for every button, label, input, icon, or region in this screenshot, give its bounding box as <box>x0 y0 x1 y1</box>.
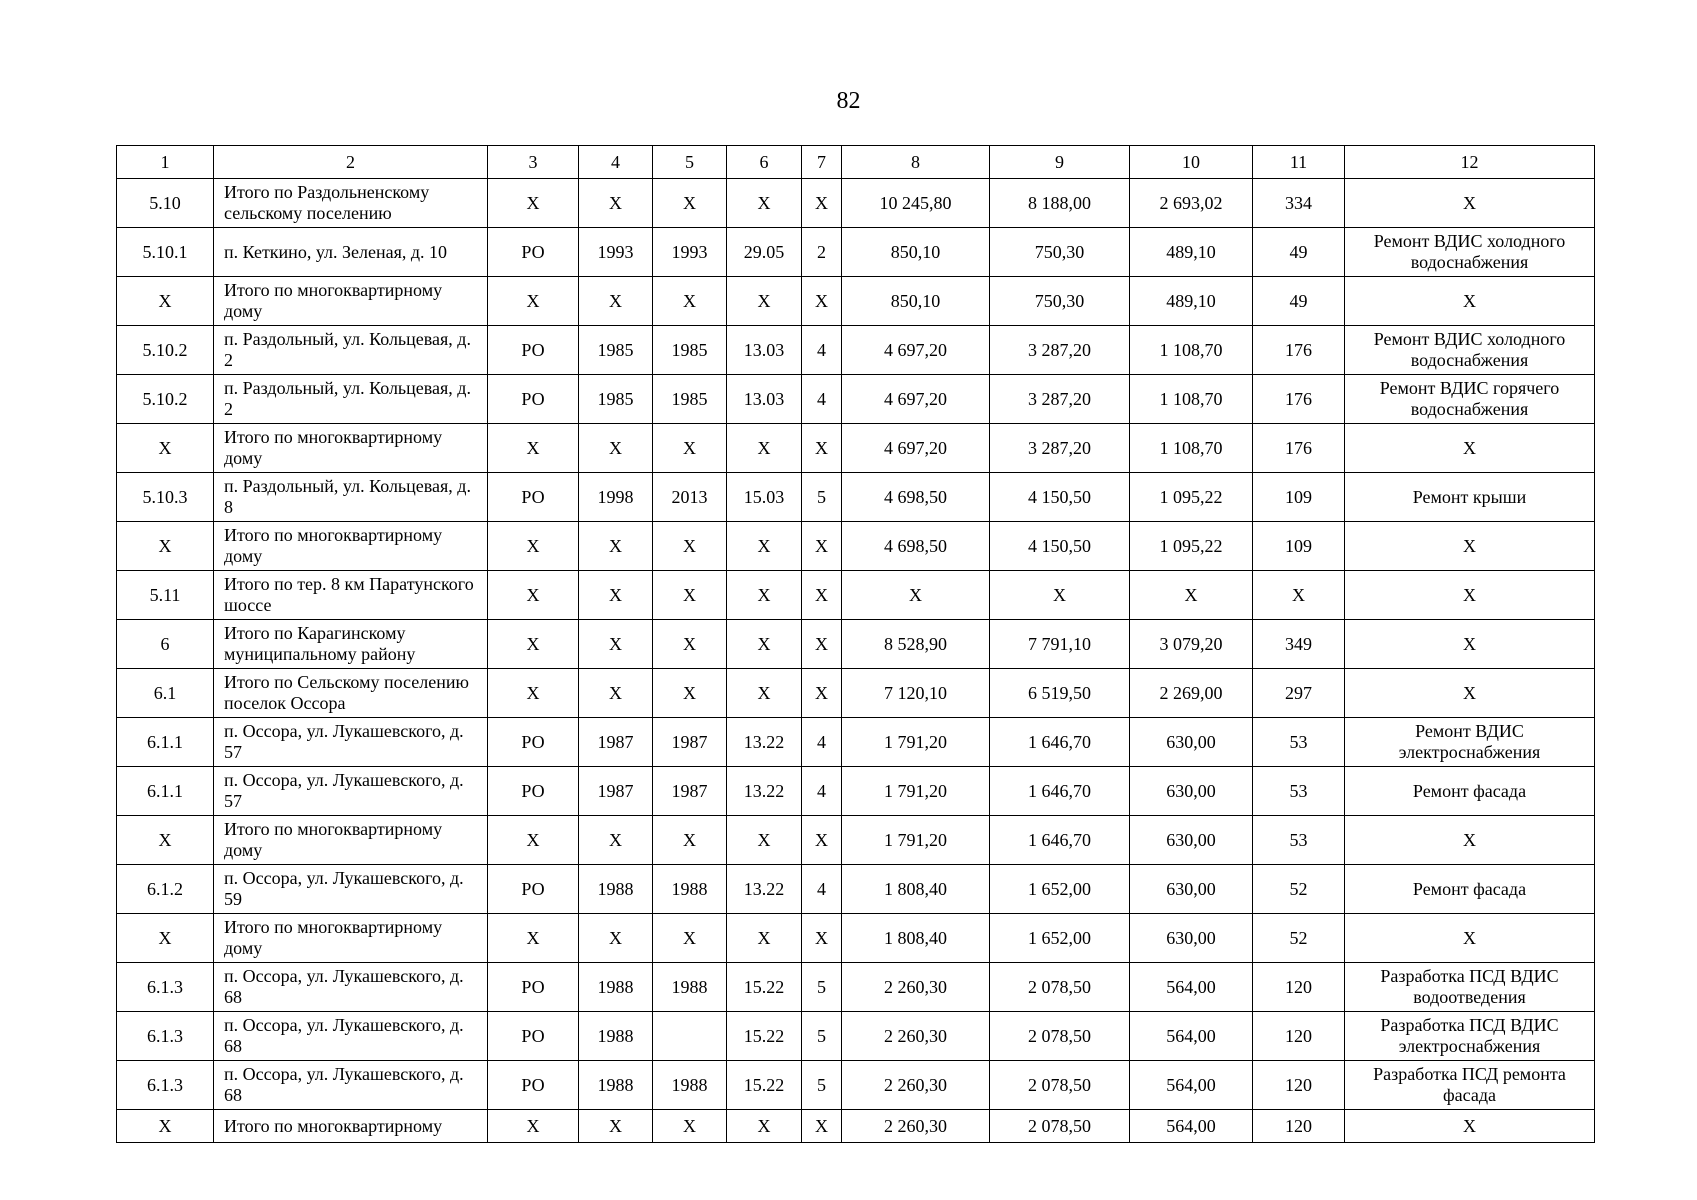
table-cell-col-1-number: 5.10.2 <box>117 375 214 424</box>
table-cell-col-8: 4 698,50 <box>842 473 990 522</box>
table-cell-col-7: 4 <box>802 326 842 375</box>
table-cell-col-7: Х <box>802 1110 842 1143</box>
table-cell-col-6: 13.22 <box>727 718 802 767</box>
table-cell-col-6: Х <box>727 571 802 620</box>
table-cell-col-10: 630,00 <box>1130 767 1253 816</box>
table-cell-col-1-number: Х <box>117 1110 214 1143</box>
table-cell-col-7: Х <box>802 277 842 326</box>
table-cell-col-3: Х <box>488 424 579 473</box>
table-cell-col-2-address: Итого по тер. 8 км Паратунского шоссе <box>214 571 488 620</box>
table-row <box>117 277 1595 326</box>
data-table <box>116 145 1595 1143</box>
table-cell-col-4: 1985 <box>579 375 653 424</box>
table-row <box>117 718 1595 767</box>
table-cell-col-6: Х <box>727 1110 802 1143</box>
table-cell-col-5: Х <box>653 424 727 473</box>
table-cell-col-5: Х <box>653 816 727 865</box>
table-cell-col-10: 3 079,20 <box>1130 620 1253 669</box>
table-cell-col-8: 7 120,10 <box>842 669 990 718</box>
table-cell-col-1-number: 5.10.2 <box>117 326 214 375</box>
table-cell-col-11: 52 <box>1253 914 1345 963</box>
table-cell-col-1-number: Х <box>117 816 214 865</box>
table-cell-col-10: 1 108,70 <box>1130 326 1253 375</box>
table-cell-col-10: 1 108,70 <box>1130 424 1253 473</box>
table-cell-col-2-address: п. Раздольный, ул. Кольцевая, д. 8 <box>214 473 488 522</box>
table-cell-col-12-work-type: Разработка ПСД ВДИС водоотведения <box>1345 963 1595 1012</box>
table-cell-col-12-work-type: Х <box>1345 914 1595 963</box>
table-cell-col-11: 49 <box>1253 228 1345 277</box>
table-cell-col-4: Х <box>579 179 653 228</box>
table-cell-col-11: 120 <box>1253 963 1345 1012</box>
table-cell-col-6: Х <box>727 816 802 865</box>
table-cell-col-2-address: п. Оссора, ул. Лукашевского, д. 57 <box>214 718 488 767</box>
table-cell-col-6: 13.22 <box>727 865 802 914</box>
table-cell-col-9: 2 078,50 <box>990 1110 1130 1143</box>
table-cell-col-12-work-type: Ремонт фасада <box>1345 865 1595 914</box>
table-cell-col-6: Х <box>727 669 802 718</box>
table-cell-col-9: 1 646,70 <box>990 718 1130 767</box>
table-cell-col-3: РО <box>488 865 579 914</box>
table-cell-col-12-work-type: Разработка ПСД ВДИС электроснабжения <box>1345 1012 1595 1061</box>
table-cell-col-2-address: Итого по многоквартирному дому <box>214 816 488 865</box>
table-cell-col-4: 1988 <box>579 963 653 1012</box>
table-cell-col-5: Х <box>653 179 727 228</box>
table-cell-col-10: 1 108,70 <box>1130 375 1253 424</box>
table-cell-col-1-number: Х <box>117 522 214 571</box>
header-cell-col-4: 4 <box>579 146 653 179</box>
header-cell-col-10: 10 <box>1130 146 1253 179</box>
table-cell-col-7: Х <box>802 669 842 718</box>
table-row <box>117 1110 1595 1143</box>
table-cell-col-11: 120 <box>1253 1012 1345 1061</box>
table-cell-col-8: 1 791,20 <box>842 767 990 816</box>
table-cell-col-9: 6 519,50 <box>990 669 1130 718</box>
table-cell-col-6: 13.03 <box>727 326 802 375</box>
table-cell-col-10: 630,00 <box>1130 718 1253 767</box>
table-cell-col-11: 53 <box>1253 816 1345 865</box>
table-cell-col-8: 8 528,90 <box>842 620 990 669</box>
table-cell-col-8: 4 697,20 <box>842 375 990 424</box>
table-cell-col-12-work-type: Ремонт ВДИС электроснабжения <box>1345 718 1595 767</box>
table-cell-col-10: 1 095,22 <box>1130 522 1253 571</box>
table-row <box>117 522 1595 571</box>
table-cell-col-8: 4 697,20 <box>842 424 990 473</box>
table-cell-col-7: Х <box>802 522 842 571</box>
table-cell-col-9: 2 078,50 <box>990 1061 1130 1110</box>
table-row <box>117 424 1595 473</box>
table-cell-col-4: 1985 <box>579 326 653 375</box>
table-cell-col-7: 4 <box>802 375 842 424</box>
table-row <box>117 228 1595 277</box>
table-cell-col-2-address: п. Раздольный, ул. Кольцевая, д. 2 <box>214 326 488 375</box>
table-cell-col-2-address: п. Оссора, ул. Лукашевского, д. 68 <box>214 963 488 1012</box>
table-cell-col-2-address: Итого по многоквартирному <box>214 1110 488 1143</box>
table-cell-col-12-work-type: Ремонт крыши <box>1345 473 1595 522</box>
table-cell-col-10: 489,10 <box>1130 277 1253 326</box>
table-cell-col-5: 1988 <box>653 963 727 1012</box>
table-cell-col-5: Х <box>653 914 727 963</box>
table-cell-col-9: 2 078,50 <box>990 963 1130 1012</box>
table-cell-col-2-address: Итого по Сельскому поселению поселок Оссора <box>214 669 488 718</box>
table-cell-col-4: 1987 <box>579 767 653 816</box>
table-cell-col-4: Х <box>579 424 653 473</box>
table-row <box>117 375 1595 424</box>
table-cell-col-11: 109 <box>1253 522 1345 571</box>
table-cell-col-6: Х <box>727 179 802 228</box>
table-cell-col-2-address: п. Кеткино, ул. Зеленая, д. 10 <box>214 228 488 277</box>
table-cell-col-8: 2 260,30 <box>842 1061 990 1110</box>
table-cell-col-7: Х <box>802 914 842 963</box>
table-cell-col-3: Х <box>488 179 579 228</box>
table-cell-col-3: Х <box>488 816 579 865</box>
table-cell-col-9: 1 652,00 <box>990 865 1130 914</box>
table-cell-col-4: Х <box>579 816 653 865</box>
table-cell-col-12-work-type: Ремонт фасада <box>1345 767 1595 816</box>
table-cell-col-12-work-type: Х <box>1345 571 1595 620</box>
table-cell-col-6: Х <box>727 277 802 326</box>
table-cell-col-7: 5 <box>802 963 842 1012</box>
table-cell-col-1-number: 6.1.3 <box>117 963 214 1012</box>
table-cell-col-5 <box>653 1012 727 1061</box>
page-number: 82 <box>836 88 861 114</box>
table-cell-col-10: 630,00 <box>1130 865 1253 914</box>
table-cell-col-9: 1 646,70 <box>990 767 1130 816</box>
table-cell-col-2-address: п. Оссора, ул. Лукашевского, д. 68 <box>214 1061 488 1110</box>
table-cell-col-10: 630,00 <box>1130 914 1253 963</box>
table-cell-col-4: Х <box>579 277 653 326</box>
table-cell-col-7: 5 <box>802 1061 842 1110</box>
table-cell-col-11: 52 <box>1253 865 1345 914</box>
table-cell-col-6: 13.22 <box>727 767 802 816</box>
table-cell-col-12-work-type: Х <box>1345 669 1595 718</box>
table-cell-col-3: РО <box>488 718 579 767</box>
table-row <box>117 571 1595 620</box>
table-cell-col-7: 4 <box>802 718 842 767</box>
table-cell-col-3: Х <box>488 1110 579 1143</box>
table-cell-col-6: Х <box>727 522 802 571</box>
table-cell-col-1-number: 5.10.3 <box>117 473 214 522</box>
table-row <box>117 914 1595 963</box>
table-cell-col-5: Х <box>653 522 727 571</box>
table-cell-col-3: Х <box>488 277 579 326</box>
table-cell-col-5: Х <box>653 620 727 669</box>
table-cell-col-5: 2013 <box>653 473 727 522</box>
table-row <box>117 669 1595 718</box>
table-cell-col-8: 1 791,20 <box>842 718 990 767</box>
table-cell-col-3: РО <box>488 963 579 1012</box>
table-cell-col-2-address: Итого по Карагинскому муниципальному району <box>214 620 488 669</box>
table-cell-col-11: 109 <box>1253 473 1345 522</box>
table-cell-col-11: Х <box>1253 571 1345 620</box>
table-cell-col-11: 297 <box>1253 669 1345 718</box>
table-cell-col-7: Х <box>802 571 842 620</box>
header-cell-col-6: 6 <box>727 146 802 179</box>
table-cell-col-4: Х <box>579 620 653 669</box>
table-cell-col-6: Х <box>727 424 802 473</box>
table-cell-col-6: 15.22 <box>727 1012 802 1061</box>
table-cell-col-5: 1988 <box>653 1061 727 1110</box>
table-cell-col-8: 850,10 <box>842 277 990 326</box>
table-cell-col-5: Х <box>653 1110 727 1143</box>
table-cell-col-9: Х <box>990 571 1130 620</box>
table-cell-col-6: 15.03 <box>727 473 802 522</box>
table-cell-col-8: 10 245,80 <box>842 179 990 228</box>
table-cell-col-11: 334 <box>1253 179 1345 228</box>
table-cell-col-3: Х <box>488 914 579 963</box>
table-cell-col-8: 1 808,40 <box>842 914 990 963</box>
table-row <box>117 1061 1595 1110</box>
table-cell-col-1-number: 6.1.3 <box>117 1012 214 1061</box>
table-cell-col-3: Х <box>488 571 579 620</box>
header-cell-col-7: 7 <box>802 146 842 179</box>
table-cell-col-11: 176 <box>1253 326 1345 375</box>
table-cell-col-4: 1988 <box>579 865 653 914</box>
table-cell-col-12-work-type: Х <box>1345 620 1595 669</box>
table-cell-col-4: 1987 <box>579 718 653 767</box>
table-cell-col-4: 1988 <box>579 1012 653 1061</box>
table-cell-col-10: 564,00 <box>1130 1012 1253 1061</box>
table-cell-col-4: Х <box>579 1110 653 1143</box>
table-cell-col-12-work-type: Х <box>1345 277 1595 326</box>
table-cell-col-5: 1985 <box>653 326 727 375</box>
table-cell-col-12-work-type: Х <box>1345 816 1595 865</box>
table-cell-col-3: РО <box>488 767 579 816</box>
table-cell-col-7: Х <box>802 424 842 473</box>
table-cell-col-8: 1 808,40 <box>842 865 990 914</box>
table-cell-col-2-address: Итого по многоквартирному дому <box>214 424 488 473</box>
table-cell-col-12-work-type: Х <box>1345 179 1595 228</box>
table-cell-col-10: 564,00 <box>1130 1061 1253 1110</box>
table-cell-col-6: 13.03 <box>727 375 802 424</box>
table-cell-col-2-address: п. Оссора, ул. Лукашевского, д. 59 <box>214 865 488 914</box>
header-cell-col-9: 9 <box>990 146 1130 179</box>
table-cell-col-4: Х <box>579 522 653 571</box>
table-cell-col-11: 120 <box>1253 1061 1345 1110</box>
header-cell-col-5: 5 <box>653 146 727 179</box>
table-cell-col-6: Х <box>727 620 802 669</box>
table-cell-col-5: Х <box>653 669 727 718</box>
table-cell-col-4: 1988 <box>579 1061 653 1110</box>
table-cell-col-5: Х <box>653 277 727 326</box>
table-row <box>117 473 1595 522</box>
table-cell-col-5: Х <box>653 571 727 620</box>
table-cell-col-2-address: Итого по Раздольненскому сельскому поселению <box>214 179 488 228</box>
table-cell-col-1-number: Х <box>117 914 214 963</box>
table-cell-col-10: Х <box>1130 571 1253 620</box>
header-cell-col-11: 11 <box>1253 146 1345 179</box>
table-cell-col-9: 750,30 <box>990 277 1130 326</box>
table-cell-col-7: 5 <box>802 1012 842 1061</box>
table-cell-col-12-work-type: Ремонт ВДИС холодного водоснабжения <box>1345 326 1595 375</box>
table-cell-col-6: 15.22 <box>727 963 802 1012</box>
table-cell-col-10: 630,00 <box>1130 816 1253 865</box>
table-cell-col-11: 176 <box>1253 424 1345 473</box>
table-cell-col-4: Х <box>579 914 653 963</box>
table-cell-col-1-number: Х <box>117 277 214 326</box>
table-cell-col-6: 15.22 <box>727 1061 802 1110</box>
table-cell-col-12-work-type: Ремонт ВДИС холодного водоснабжения <box>1345 228 1595 277</box>
table-cell-col-1-number: 6.1.3 <box>117 1061 214 1110</box>
table-cell-col-2-address: п. Оссора, ул. Лукашевского, д. 68 <box>214 1012 488 1061</box>
table-cell-col-10: 489,10 <box>1130 228 1253 277</box>
table-cell-col-9: 2 078,50 <box>990 1012 1130 1061</box>
table-cell-col-8: 850,10 <box>842 228 990 277</box>
table-cell-col-1-number: 6.1.1 <box>117 767 214 816</box>
table-cell-col-11: 53 <box>1253 767 1345 816</box>
table-cell-col-2-address: Итого по многоквартирному дому <box>214 914 488 963</box>
table-cell-col-8: 4 698,50 <box>842 522 990 571</box>
table-cell-col-10: 2 693,02 <box>1130 179 1253 228</box>
header-cell-col-8: 8 <box>842 146 990 179</box>
table-cell-col-12-work-type: Х <box>1345 522 1595 571</box>
table-cell-col-3: РО <box>488 375 579 424</box>
table-cell-col-11: 53 <box>1253 718 1345 767</box>
table-cell-col-7: Х <box>802 620 842 669</box>
table-cell-col-12-work-type: Х <box>1345 1110 1595 1143</box>
table-cell-col-3: РО <box>488 1061 579 1110</box>
table-cell-col-10: 564,00 <box>1130 1110 1253 1143</box>
table-row <box>117 1012 1595 1061</box>
table-cell-col-4: 1993 <box>579 228 653 277</box>
table-cell-col-1-number: 5.11 <box>117 571 214 620</box>
table-cell-col-8: 2 260,30 <box>842 1110 990 1143</box>
table-cell-col-2-address: п. Оссора, ул. Лукашевского, д. 57 <box>214 767 488 816</box>
table-cell-col-9: 8 188,00 <box>990 179 1130 228</box>
table-cell-col-3: РО <box>488 1012 579 1061</box>
table-cell-col-4: Х <box>579 571 653 620</box>
table-cell-col-8: 1 791,20 <box>842 816 990 865</box>
table-cell-col-12-work-type: Разработка ПСД ремонта фасада <box>1345 1061 1595 1110</box>
table-cell-col-2-address: Итого по многоквартирному дому <box>214 277 488 326</box>
table-cell-col-6: Х <box>727 914 802 963</box>
table-cell-col-11: 49 <box>1253 277 1345 326</box>
header-cell-col-1-number: 1 <box>117 146 214 179</box>
table-cell-col-8: 2 260,30 <box>842 1012 990 1061</box>
table-cell-col-1-number: 6 <box>117 620 214 669</box>
table-cell-col-12-work-type: Х <box>1345 424 1595 473</box>
table-cell-col-7: 4 <box>802 767 842 816</box>
table-cell-col-11: 120 <box>1253 1110 1345 1143</box>
table-row <box>117 767 1595 816</box>
table-cell-col-1-number: 6.1.2 <box>117 865 214 914</box>
table-cell-col-4: 1998 <box>579 473 653 522</box>
table-cell-col-11: 176 <box>1253 375 1345 424</box>
table-cell-col-9: 1 652,00 <box>990 914 1130 963</box>
table-cell-col-10: 1 095,22 <box>1130 473 1253 522</box>
table-cell-col-6: 29.05 <box>727 228 802 277</box>
table-cell-col-10: 2 269,00 <box>1130 669 1253 718</box>
table-cell-col-5: 1987 <box>653 718 727 767</box>
table-cell-col-7: Х <box>802 179 842 228</box>
table-cell-col-9: 3 287,20 <box>990 424 1130 473</box>
table-cell-col-11: 349 <box>1253 620 1345 669</box>
table-cell-col-9: 7 791,10 <box>990 620 1130 669</box>
header-cell-col-2-address: 2 <box>214 146 488 179</box>
table-cell-col-5: 1988 <box>653 865 727 914</box>
table-row <box>117 816 1595 865</box>
table-cell-col-9: 3 287,20 <box>990 326 1130 375</box>
table-cell-col-7: 2 <box>802 228 842 277</box>
table-cell-col-1-number: Х <box>117 424 214 473</box>
table-cell-col-2-address: Итого по многоквартирному дому <box>214 522 488 571</box>
table-cell-col-2-address: п. Раздольный, ул. Кольцевая, д. 2 <box>214 375 488 424</box>
table-cell-col-10: 564,00 <box>1130 963 1253 1012</box>
table-header-row <box>117 146 1595 179</box>
table-cell-col-1-number: 5.10 <box>117 179 214 228</box>
table-row <box>117 326 1595 375</box>
header-cell-col-12-work-type: 12 <box>1345 146 1595 179</box>
table-cell-col-9: 4 150,50 <box>990 522 1130 571</box>
table-cell-col-8: 2 260,30 <box>842 963 990 1012</box>
table-cell-col-8: Х <box>842 571 990 620</box>
table-cell-col-3: Х <box>488 669 579 718</box>
table-row <box>117 865 1595 914</box>
table-cell-col-9: 3 287,20 <box>990 375 1130 424</box>
table-cell-col-3: Х <box>488 522 579 571</box>
table-cell-col-12-work-type: Ремонт ВДИС горячего водоснабжения <box>1345 375 1595 424</box>
table-cell-col-1-number: 5.10.1 <box>117 228 214 277</box>
table-cell-col-3: РО <box>488 228 579 277</box>
table-row <box>117 963 1595 1012</box>
table-cell-col-7: Х <box>802 816 842 865</box>
table-cell-col-5: 1987 <box>653 767 727 816</box>
table-row <box>117 179 1595 228</box>
table-cell-col-1-number: 6.1 <box>117 669 214 718</box>
table-cell-col-3: РО <box>488 473 579 522</box>
table-cell-col-7: 5 <box>802 473 842 522</box>
table-cell-col-9: 1 646,70 <box>990 816 1130 865</box>
table-cell-col-5: 1993 <box>653 228 727 277</box>
table-row <box>117 620 1595 669</box>
table-cell-col-9: 4 150,50 <box>990 473 1130 522</box>
table-cell-col-9: 750,30 <box>990 228 1130 277</box>
table-cell-col-4: Х <box>579 669 653 718</box>
table-cell-col-3: РО <box>488 326 579 375</box>
table-cell-col-8: 4 697,20 <box>842 326 990 375</box>
table-cell-col-5: 1985 <box>653 375 727 424</box>
table-cell-col-7: 4 <box>802 865 842 914</box>
table-cell-col-1-number: 6.1.1 <box>117 718 214 767</box>
header-cell-col-3: 3 <box>488 146 579 179</box>
table-cell-col-3: Х <box>488 620 579 669</box>
